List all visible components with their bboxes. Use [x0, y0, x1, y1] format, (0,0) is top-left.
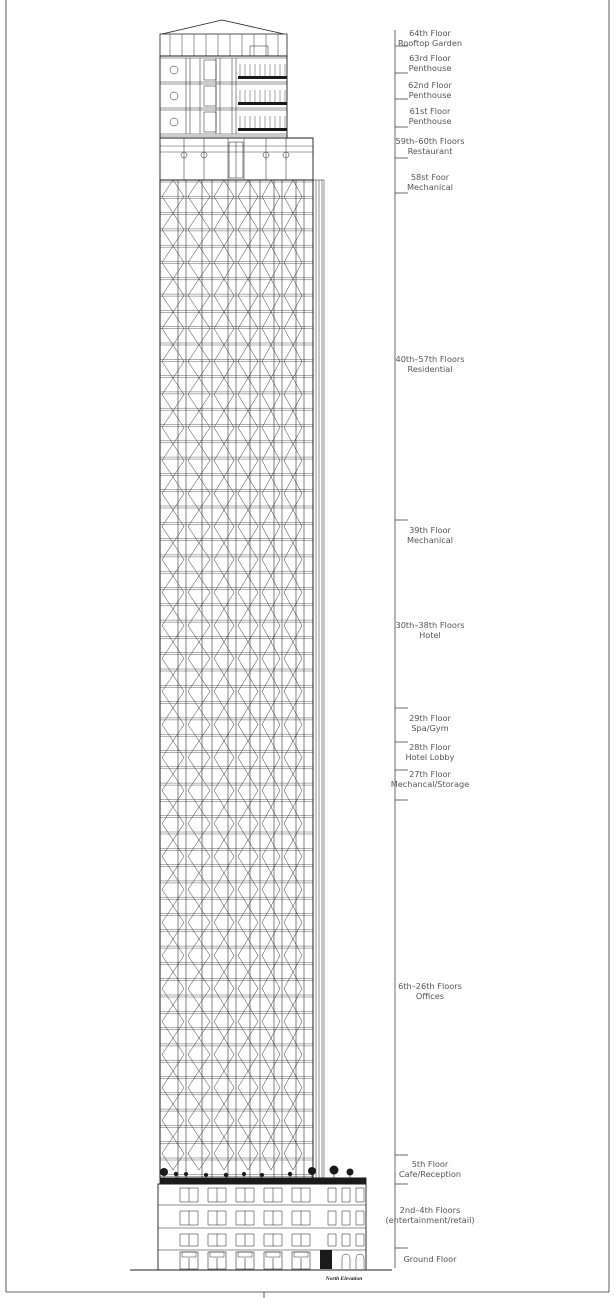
penthouse-floor-line — [160, 82, 287, 84]
rooftop-pavilion — [160, 20, 287, 56]
podium-window — [264, 1234, 282, 1246]
balcony-railing — [238, 102, 287, 105]
podium-window-small — [328, 1211, 336, 1225]
balcony-glazing — [240, 64, 285, 76]
podium-window-small — [342, 1211, 350, 1225]
ground-shopfront — [292, 1252, 310, 1269]
podium-window-small — [356, 1188, 364, 1202]
balcony-glazing — [240, 116, 285, 128]
shaft-diagrid — [162, 180, 302, 1170]
drawing-caption: North Elevation — [325, 1276, 363, 1282]
penthouse-window — [204, 112, 216, 132]
floor-label-spa-level: 29th Floor — [409, 713, 451, 723]
podium-window — [180, 1188, 198, 1202]
floor-label-retail-level: 2nd–4th Floors — [399, 1205, 461, 1215]
podium-block — [158, 1178, 366, 1270]
podium-window — [180, 1234, 198, 1246]
balcony-railing — [238, 128, 287, 131]
penthouse-mullions — [186, 58, 236, 134]
ground-transom — [210, 1252, 224, 1257]
podium-window-small — [328, 1188, 336, 1202]
floor-label-ph61-level: 61st Floor — [409, 106, 451, 116]
shaft-floor-lines — [160, 180, 313, 1176]
ground-transom — [294, 1252, 308, 1257]
floor-label-ph63-use: Penthouse — [408, 63, 452, 73]
ground-transom — [182, 1252, 196, 1257]
floor-label-offices-use: Offices — [415, 991, 445, 1001]
shaft-side-columns — [316, 180, 324, 1178]
ground-transom — [238, 1252, 252, 1257]
floor-label-mech58-level: 58st Foor — [410, 172, 450, 182]
floor-label-ground-level: Ground Floor — [403, 1254, 457, 1264]
floor-label-mech58-use: Mechanical — [406, 182, 454, 192]
penthouse-floor-line — [160, 108, 287, 110]
rooftop-door — [250, 46, 268, 56]
floor-label-ph62-use: Penthouse — [408, 90, 452, 100]
penthouse-oculus — [170, 118, 178, 126]
podium-window-small — [356, 1211, 364, 1225]
floor-label-restaurant-use: Restaurant — [407, 146, 453, 156]
ground-shopfront — [264, 1252, 282, 1269]
floor-label-residential-level: 40th–57th Floors — [395, 354, 465, 364]
restaurant-block — [160, 138, 313, 180]
podium-window — [180, 1211, 198, 1225]
arched-window — [342, 1254, 350, 1269]
floor-label-mech27-use: Mechancal/Storage — [390, 779, 470, 789]
penthouse-oculus — [170, 92, 178, 100]
podium-parapet-fill — [160, 1178, 366, 1184]
sheet-frame — [6, 0, 609, 1298]
podium-window — [292, 1234, 310, 1246]
floor-label-cafe-level: 5th Floor — [411, 1159, 449, 1169]
shaft-side-caps — [313, 180, 324, 1178]
arched-window — [356, 1254, 364, 1269]
floor-label-ph61-use: Penthouse — [408, 116, 452, 126]
label-ticks — [395, 46, 408, 1248]
floor-label-ph63-level: 63rd Floor — [409, 53, 451, 63]
facade-shaft — [160, 180, 324, 1178]
balcony-glazing — [240, 90, 285, 102]
tower-elevation — [158, 20, 366, 1270]
floor-label-spa-use: Spa/Gym — [411, 723, 449, 733]
balcony-railing — [238, 76, 287, 79]
podium-window — [292, 1211, 310, 1225]
floor-label-cafe-use: Cafe/Reception — [398, 1169, 462, 1179]
ground-shopfront — [208, 1252, 226, 1269]
restaurant-outline — [160, 138, 313, 180]
penthouse-outline — [160, 56, 287, 138]
floor-label-hotel-level: 30th–38th Floors — [395, 620, 465, 630]
penthouse-floor-line — [160, 134, 287, 136]
podium-window-small — [356, 1234, 364, 1246]
floor-label-hotel-use: Hotel — [419, 630, 441, 640]
rooftop-mullions — [170, 34, 278, 56]
floor-label-hotel-lobby-use: Hotel Lobby — [405, 752, 455, 762]
floor-label-retail-use: (entertainment/retail) — [385, 1215, 475, 1225]
podium-window — [236, 1211, 254, 1225]
floor-label-residential-use: Residential — [407, 364, 453, 374]
penthouse-block — [160, 56, 287, 138]
podium-window-small — [342, 1234, 350, 1246]
podium-window — [236, 1234, 254, 1246]
floor-label-rooftop-level: 64th Floor — [409, 28, 451, 38]
podium-window — [208, 1211, 226, 1225]
floor-label-mech39-level: 39th Floor — [409, 525, 451, 535]
floor-label-rooftop-use: Rooftop Garden — [397, 38, 463, 48]
floor-labels — [385, 28, 474, 1264]
floor-label-mech39-use: Mechanical — [406, 535, 454, 545]
floor-label-mech27-level: 27th Floor — [409, 769, 451, 779]
podium-window — [292, 1188, 310, 1202]
podium-window — [236, 1188, 254, 1202]
podium-window — [208, 1234, 226, 1246]
floor-label-restaurant-level: 59th–60th Floors — [395, 136, 465, 146]
main-entrance-door — [320, 1250, 332, 1269]
restaurant-mullions — [184, 138, 286, 180]
restaurant-entry — [229, 142, 243, 178]
podium-window — [264, 1188, 282, 1202]
ground-shopfront — [180, 1252, 198, 1269]
podium-window-small — [328, 1234, 336, 1246]
podium-window-small — [342, 1188, 350, 1202]
podium-window — [264, 1211, 282, 1225]
penthouse-window — [204, 60, 216, 80]
roof-gable — [162, 20, 284, 34]
podium-window — [208, 1188, 226, 1202]
floor-label-hotel-lobby-level: 28th Floor — [409, 742, 451, 752]
penthouse-oculus — [170, 66, 178, 74]
ground-shopfront — [236, 1252, 254, 1269]
restaurant-bands — [160, 146, 313, 152]
ground-transom — [266, 1252, 280, 1257]
penthouse-window — [204, 86, 216, 106]
floor-label-offices-level: 6th–26th Floors — [398, 981, 462, 991]
floor-label-ph62-level: 62nd Floor — [408, 80, 452, 90]
